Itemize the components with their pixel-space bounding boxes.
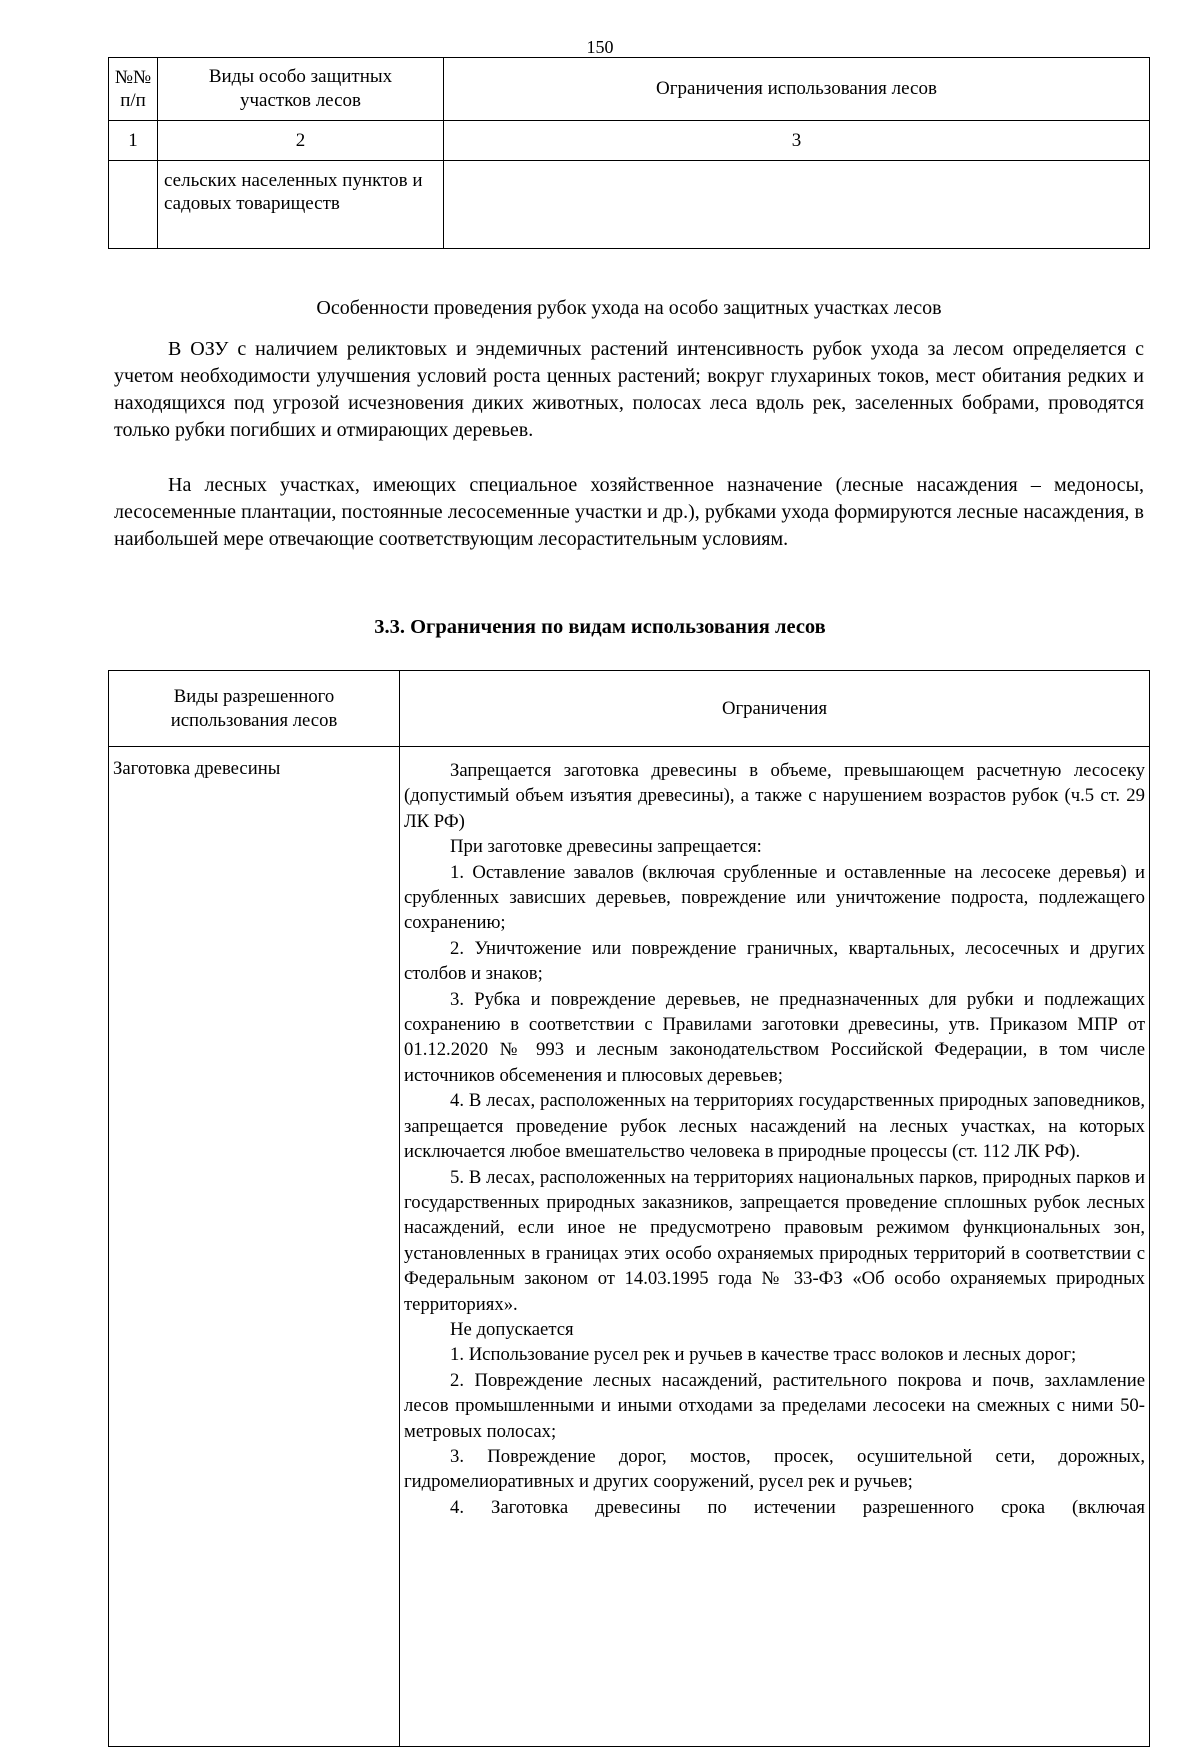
restriction-line: 1. Использование русел рек и ручьев в качестве трасс волоков и лесных дорог;	[450, 1344, 1077, 1366]
restriction-line: 3. Повреждение дорог, мостов, просек, осушительной сети, дорожных, гидромелиоративных и других сооружений, русел рек и ручьев;	[404, 1445, 1145, 1493]
column-number-3: 3	[444, 121, 1150, 161]
table-cell-restrictions	[444, 161, 1150, 249]
table-header-row	[109, 58, 1150, 121]
restriction-line: 5. В лесах, расположенных на территориях национальных парков, природных парков и государственных природных заказников, запрещается проведение сплошных рубок лесных насаждений, если иное не предусмотрено правовым режимом функциональных зон, установленных в границах этих особо охраняемых природных территорий в соответствии с Федеральным законом от 14.03.1995 года № 33-ФЗ «Об особо охраняемых природных территориях».	[404, 1166, 1145, 1315]
forest-use-restrictions-table	[108, 670, 1150, 1747]
section-heading: 3.3. Ограничения по видам использования лесов	[374, 616, 826, 638]
restriction-line: 2. Уничтожение или повреждение граничных, квартальных, лесосечных и других столбов и знаков;	[404, 937, 1145, 985]
table-header-row	[109, 671, 1150, 747]
header-cell-restrictions: Ограничения	[400, 671, 1150, 747]
restriction-line: При заготовке древесины запрещается:	[450, 836, 762, 858]
column-number-1: 1	[109, 121, 158, 161]
section-title: Особенности проведения рубок ухода на особо защитных участках лесов	[316, 297, 942, 319]
restriction-line: Не допускается	[450, 1318, 574, 1340]
header-cell-restrictions: Ограничения использования лесов	[444, 58, 1150, 121]
table-cell-number	[109, 161, 158, 249]
table-row	[109, 747, 1150, 1747]
restriction-line: 4. В лесах, расположенных на территориях государственных природных заповедников, запрещается проведение рубок лесных насаждений на лесных участках, на которых исключается любое вмешательство человека в природные процессы (ст. 112 ЛК РФ).	[404, 1090, 1145, 1163]
table-cell-area-type: сельских населенных пунктов и садовых товариществ	[158, 161, 444, 249]
restriction-line: 1. Оставление завалов (включая срубленные и оставленные на лесосеке деревья) и срубленных зависших деревьев, повреждение или уничтожение подроста, подлежащего сохранению;	[404, 861, 1145, 934]
header-cell-use-type: Виды разрешенного использования лесов	[109, 671, 400, 747]
table-cell-use-type: Заготовка древесины	[109, 747, 400, 1747]
header-cell-area-type: Виды особо защитных участков лесов	[158, 58, 444, 121]
paragraph: В ОЗУ с наличием реликтовых и эндемичных растений интенсивность рубок ухода за лесом определяется с учетом необходимости улучшения условий роста ценных растений; вокруг глухариных токов, мест обитания редких и находящихся под угрозой исчезновения диких животных, полосах леса вдоль рек, заселенных бобрами, проводятся только рубки погибших и отмирающих деревьев.	[114, 338, 1144, 441]
special-protection-areas-table	[108, 57, 1150, 249]
table-cell-restrictions	[400, 747, 1150, 1747]
restriction-line: Запрещается заготовка древесины в объеме, превышающем расчетную лесосеку (допустимый объем изъятия древесины), а также с нарушением возрастов рубок (ч.5 ст. 29 ЛК РФ)	[404, 760, 1145, 832]
paragraph: На лесных участках, имеющих специальное хозяйственное назначение (лесные насаждения – медоносы, лесосеменные плантации, постоянные лесосеменные участки и др.), рубками ухода формируются лесные насаждения, в наибольшей мере отвечающие соответствующим лесорастительным условиям.	[114, 474, 1144, 550]
restriction-line: 4. Заготовка древесины по истечении разрешенного срока (включая	[450, 1496, 1145, 1518]
page-number: 150	[586, 37, 614, 57]
header-cell-number: №№ п/п	[109, 58, 158, 121]
table-row	[109, 161, 1150, 249]
restriction-line: 3. Рубка и повреждение деревьев, не предназначенных для рубки и подлежащих сохранению в соответствии с Правилами заготовки древесины, утв. Приказом МПР от 01.12.2020 № 993 и лесным законодательством Российской Федерации, в том числе источников обсеменения и плюсовых деревьев;	[404, 988, 1145, 1086]
restriction-line: 2. Повреждение лесных насаждений, растительного покрова и почв, захламление лесов промышленными и иными отходами за пределами лесосеки на смежных с ними 50-метровых полосах;	[404, 1369, 1145, 1442]
column-number-row	[109, 121, 1150, 161]
column-number-2: 2	[158, 121, 444, 161]
